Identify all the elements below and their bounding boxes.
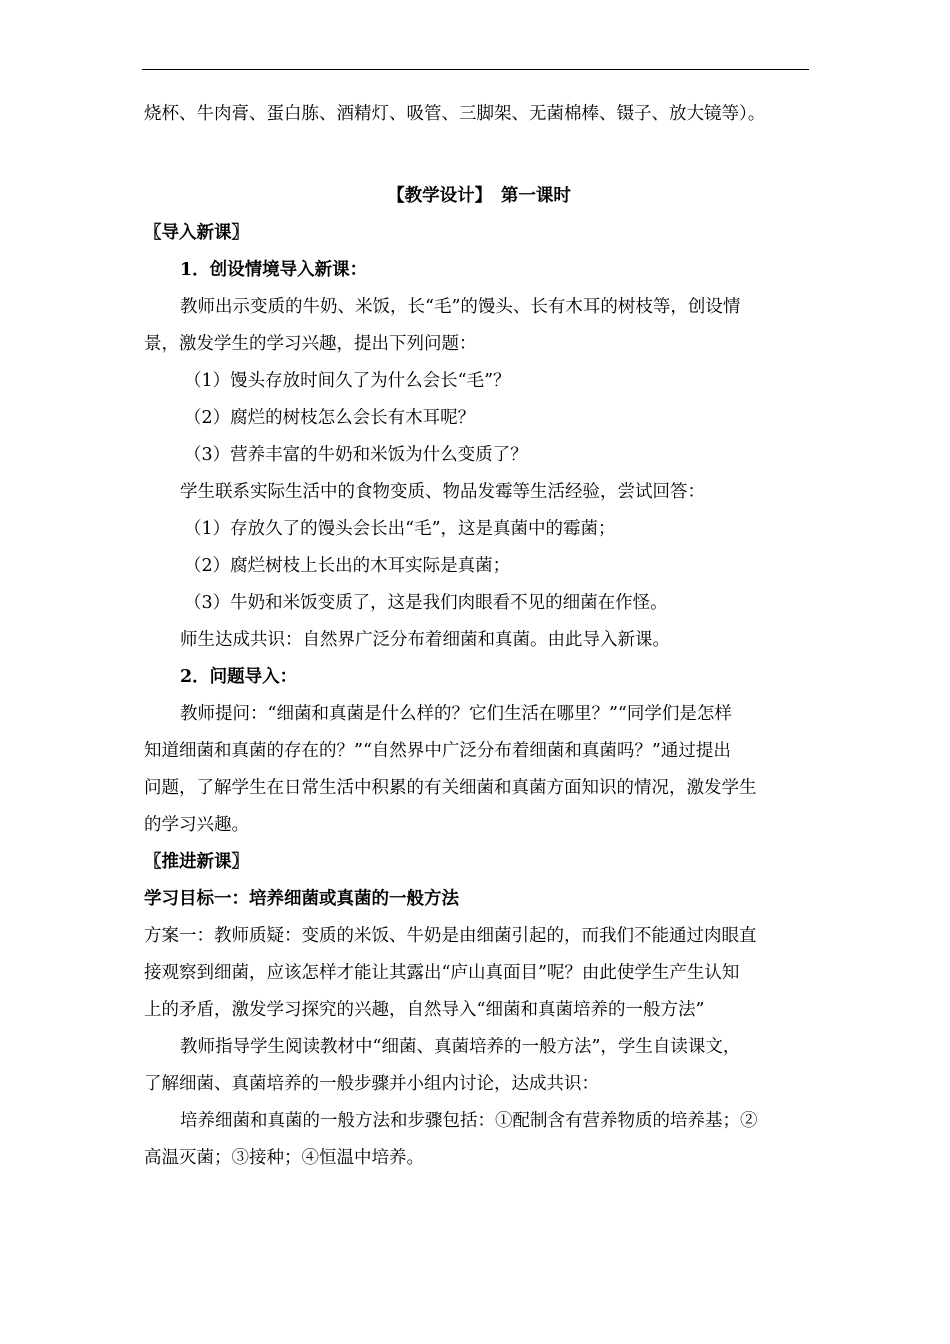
heading-advance-new-lesson: 〖推进新课〗 (144, 852, 249, 872)
answer-item: （3）牛奶和米饭变质了，这是我们肉眼看不见的细菌在作怪。 (184, 593, 668, 613)
paragraph-line: 方案一：教师质疑：变质的米饭、牛奶是由细菌引起的，而我们不能通过肉眼直 (144, 926, 757, 946)
question-item: （3）营养丰富的牛奶和米饭为什么变质了？ (184, 445, 528, 465)
materials-line: 烧杯、牛肉膏、蛋白胨、酒精灯、吸管、三脚架、无菌棉棒、镊子、放大镜等）。 (144, 104, 766, 124)
paragraph-line: 师生达成共识：自然界广泛分布着细菌和真菌。由此导入新课。 (180, 630, 670, 650)
paragraph-line: 高温灭菌；③接种；④恒温中培养。 (144, 1148, 424, 1168)
paragraph-line: 接观察到细菌，应该怎样才能让其露出“庐山真面目”呢？由此使学生产生认知 (144, 963, 740, 983)
heading-learning-goal-1: 学习目标一：培养细菌或真菌的一般方法 (144, 889, 459, 909)
paragraph-line: 知道细菌和真菌的存在的？”“自然界中广泛分布着细菌和真菌吗？”通过提出 (144, 741, 731, 761)
paragraph-line: 培养细菌和真菌的一般方法和步骤包括：①配制含有营养物质的培养基；② (180, 1111, 758, 1131)
question-item: （1）馒头存放时间久了为什么会长“毛”？ (184, 371, 511, 391)
paragraph-line: 了解细菌、真菌培养的一般步骤并小组内讨论，达成共识： (144, 1074, 599, 1094)
document-body (144, 96, 814, 1177)
answer-item: （2）腐烂树枝上长出的木耳实际是真菌； (184, 556, 511, 576)
paragraph-line: 教师提问：“细菌和真菌是什么样的？它们生活在哪里？”“同学们是怎样 (180, 704, 732, 724)
paragraph-line: 景，激发学生的学习兴趣，提出下列问题： (144, 334, 477, 354)
paragraph-line: 的学习兴趣。 (144, 815, 249, 835)
subheading-question-intro: 2．问题导入： (180, 667, 298, 687)
paragraph-line: 问题，了解学生在日常生活中积累的有关细菌和真菌方面知识的情况，激发学生 (144, 778, 757, 798)
heading-intro-new-lesson: 〖导入新课〗 (144, 223, 249, 243)
subheading-scenario-intro: 1．创设情境导入新课： (180, 260, 368, 280)
paragraph-line: 学生联系实际生活中的食物变质、物品发霉等生活经验，尝试回答： (180, 482, 705, 502)
section-title: 【教学设计】 第一课时 (387, 186, 571, 206)
header-rule (142, 69, 809, 70)
paragraph-line: 上的矛盾，激发学习探究的兴趣，自然导入“细菌和真菌培养的一般方法” (144, 1000, 705, 1020)
paragraph-line: 教师出示变质的牛奶、米饭，长“毛”的馒头、长有木耳的树枝等，创设情 (180, 297, 741, 317)
question-item: （2）腐烂的树枝怎么会长有木耳呢？ (184, 408, 476, 428)
answer-item: （1）存放久了的馒头会长出“毛”，这是真菌中的霉菌； (184, 519, 616, 539)
paragraph-line: 教师指导学生阅读教材中“细菌、真菌培养的一般方法”，学生自读课文， (180, 1037, 741, 1057)
